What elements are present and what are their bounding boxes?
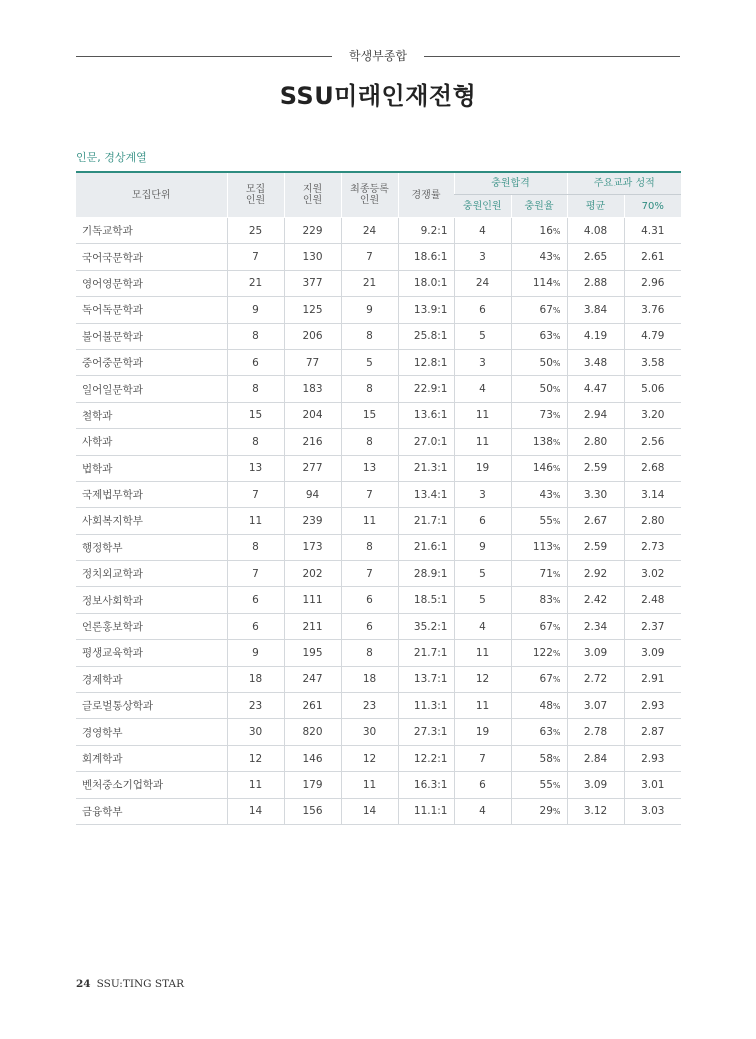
cell-major: 법학과 xyxy=(76,455,227,481)
cell-final: 8 xyxy=(341,640,398,666)
percent-sign: % xyxy=(552,490,561,500)
cell-quota: 30 xyxy=(227,719,284,745)
cell-ratio: 27.0:1 xyxy=(398,429,454,455)
cell-rate xyxy=(511,323,567,349)
fill-rate-value: 83 xyxy=(539,594,553,607)
cell-final: 7 xyxy=(341,561,398,587)
cell-p70: 3.03 xyxy=(624,798,681,824)
fill-rate-value: 16 xyxy=(539,224,553,237)
cell-ratio: 13.4:1 xyxy=(398,481,454,507)
table-row xyxy=(76,349,681,375)
page-number: 24 xyxy=(76,978,91,990)
cell-p70: 3.20 xyxy=(624,402,681,428)
cell-major: 기독교학과 xyxy=(76,218,227,244)
cell-quota: 7 xyxy=(227,481,284,507)
percent-sign: % xyxy=(552,596,561,606)
cell-quota: 6 xyxy=(227,349,284,375)
cell-major: 영어영문학과 xyxy=(76,270,227,296)
cell-major: 글로벌통상학과 xyxy=(76,693,227,719)
cell-ratio: 18.6:1 xyxy=(398,244,454,270)
cell-applicants: 261 xyxy=(284,693,341,719)
cell-p70: 4.31 xyxy=(624,218,681,244)
table-row xyxy=(76,218,681,244)
cell-ratio: 13.9:1 xyxy=(398,297,454,323)
percent-sign: % xyxy=(552,701,561,711)
header-ratio: 경쟁률 xyxy=(398,172,454,218)
cell-major: 일어일문학과 xyxy=(76,376,227,402)
table-row xyxy=(76,429,681,455)
cell-major: 평생교육학과 xyxy=(76,640,227,666)
table-row xyxy=(76,719,681,745)
fill-rate-value: 58 xyxy=(539,752,553,765)
cell-applicants: 77 xyxy=(284,349,341,375)
cell-ratio: 13.7:1 xyxy=(398,666,454,692)
cell-fill: 6 xyxy=(454,297,511,323)
cell-avg: 3.09 xyxy=(567,772,624,798)
cell-applicants: 125 xyxy=(284,297,341,323)
cell-major: 불어불문학과 xyxy=(76,323,227,349)
table-row xyxy=(76,270,681,296)
cell-ratio: 12.8:1 xyxy=(398,349,454,375)
fill-rate-value: 29 xyxy=(539,805,553,818)
cell-applicants: 229 xyxy=(284,218,341,244)
cell-final: 15 xyxy=(341,402,398,428)
cell-quota: 9 xyxy=(227,640,284,666)
cell-final: 9 xyxy=(341,297,398,323)
cell-final: 14 xyxy=(341,798,398,824)
percent-sign: % xyxy=(552,807,561,817)
cell-quota: 8 xyxy=(227,376,284,402)
cell-fill: 11 xyxy=(454,429,511,455)
cell-fill: 6 xyxy=(454,772,511,798)
percent-sign: % xyxy=(552,279,561,289)
cell-fill: 7 xyxy=(454,745,511,771)
cell-rate xyxy=(511,376,567,402)
cell-p70: 2.61 xyxy=(624,244,681,270)
fill-rate-value: 71 xyxy=(539,567,553,580)
percent-sign: % xyxy=(552,332,561,342)
cell-p70: 2.91 xyxy=(624,666,681,692)
percent-sign: % xyxy=(552,437,561,447)
cell-final: 30 xyxy=(341,719,398,745)
header-group-grade: 주요교과 성적 xyxy=(567,172,681,195)
cell-major: 회계학과 xyxy=(76,745,227,771)
cell-avg: 2.84 xyxy=(567,745,624,771)
cell-final: 21 xyxy=(341,270,398,296)
fill-rate-value: 67 xyxy=(539,303,553,316)
cell-major: 벤처중소기업학과 xyxy=(76,772,227,798)
cell-rate xyxy=(511,297,567,323)
cell-fill: 4 xyxy=(454,613,511,639)
cell-rate xyxy=(511,745,567,771)
cell-p70: 2.80 xyxy=(624,508,681,534)
cell-final: 24 xyxy=(341,218,398,244)
cell-quota: 7 xyxy=(227,244,284,270)
cell-fill: 4 xyxy=(454,218,511,244)
percent-sign: % xyxy=(552,675,561,685)
cell-rate xyxy=(511,534,567,560)
table-row xyxy=(76,798,681,824)
cell-major: 금융학부 xyxy=(76,798,227,824)
cell-quota: 8 xyxy=(227,534,284,560)
cell-avg: 4.19 xyxy=(567,323,624,349)
cell-ratio: 12.2:1 xyxy=(398,745,454,771)
cell-applicants: 377 xyxy=(284,270,341,296)
cell-final: 11 xyxy=(341,772,398,798)
table-row xyxy=(76,402,681,428)
category-label: 인문, 경상계열 xyxy=(76,151,147,164)
percent-sign: % xyxy=(552,569,561,579)
cell-ratio: 21.3:1 xyxy=(398,455,454,481)
cell-fill: 5 xyxy=(454,561,511,587)
cell-rate xyxy=(511,798,567,824)
cell-p70: 3.09 xyxy=(624,640,681,666)
cell-avg: 3.12 xyxy=(567,798,624,824)
cell-final: 13 xyxy=(341,455,398,481)
cell-quota: 6 xyxy=(227,587,284,613)
cell-quota: 21 xyxy=(227,270,284,296)
header-fill-count: 충원인원 xyxy=(454,195,511,218)
cell-rate xyxy=(511,772,567,798)
fill-rate-value: 138 xyxy=(532,435,553,448)
cell-applicants: 183 xyxy=(284,376,341,402)
cell-rate xyxy=(511,613,567,639)
cell-avg: 2.65 xyxy=(567,244,624,270)
cell-rate xyxy=(511,640,567,666)
cell-applicants: 202 xyxy=(284,561,341,587)
cell-fill: 3 xyxy=(454,481,511,507)
cell-ratio: 21.6:1 xyxy=(398,534,454,560)
cell-rate xyxy=(511,666,567,692)
table-row xyxy=(76,297,681,323)
cell-fill: 4 xyxy=(454,798,511,824)
cell-applicants: 111 xyxy=(284,587,341,613)
cell-final: 8 xyxy=(341,376,398,402)
table-row xyxy=(76,534,681,560)
cell-rate xyxy=(511,587,567,613)
cell-p70: 5.06 xyxy=(624,376,681,402)
table-row xyxy=(76,587,681,613)
fill-rate-value: 43 xyxy=(539,251,553,264)
header-group-fill: 충원합격 xyxy=(454,172,567,195)
cell-applicants: 216 xyxy=(284,429,341,455)
cell-p70: 2.68 xyxy=(624,455,681,481)
cell-avg: 2.67 xyxy=(567,508,624,534)
cell-p70: 3.01 xyxy=(624,772,681,798)
cell-p70: 2.96 xyxy=(624,270,681,296)
cell-fill: 5 xyxy=(454,587,511,613)
cell-major: 국제법무학과 xyxy=(76,481,227,507)
fill-rate-value: 43 xyxy=(539,488,553,501)
header-quota: 모집 인원 xyxy=(227,172,284,218)
cell-quota: 6 xyxy=(227,613,284,639)
cell-applicants: 247 xyxy=(284,666,341,692)
header-final-enrolled: 최종등록 인원 xyxy=(341,172,398,218)
cell-final: 7 xyxy=(341,481,398,507)
cell-avg: 2.59 xyxy=(567,534,624,560)
percent-sign: % xyxy=(552,754,561,764)
cell-quota: 18 xyxy=(227,666,284,692)
percent-sign: % xyxy=(552,253,561,263)
header-applicants: 지원 인원 xyxy=(284,172,341,218)
cell-avg: 2.88 xyxy=(567,270,624,296)
table-row xyxy=(76,745,681,771)
cell-final: 18 xyxy=(341,666,398,692)
cell-fill: 12 xyxy=(454,666,511,692)
cell-rate xyxy=(511,719,567,745)
cell-major: 언론홍보학과 xyxy=(76,613,227,639)
cell-rate xyxy=(511,244,567,270)
cell-final: 8 xyxy=(341,429,398,455)
cell-quota: 9 xyxy=(227,297,284,323)
table-row xyxy=(76,376,681,402)
cell-applicants: 195 xyxy=(284,640,341,666)
cell-applicants: 820 xyxy=(284,719,341,745)
cell-quota: 23 xyxy=(227,693,284,719)
cell-avg: 2.80 xyxy=(567,429,624,455)
cell-rate xyxy=(511,402,567,428)
cell-p70: 3.76 xyxy=(624,297,681,323)
percent-sign: % xyxy=(552,622,561,632)
cell-applicants: 204 xyxy=(284,402,341,428)
cell-ratio: 11.1:1 xyxy=(398,798,454,824)
fill-rate-value: 50 xyxy=(539,356,553,369)
percent-sign: % xyxy=(552,780,561,790)
cell-quota: 12 xyxy=(227,745,284,771)
percent-sign: % xyxy=(552,358,561,368)
cell-final: 23 xyxy=(341,693,398,719)
fill-rate-value: 63 xyxy=(539,726,553,739)
cell-fill: 11 xyxy=(454,402,511,428)
cell-major: 행정학부 xyxy=(76,534,227,560)
cell-ratio: 9.2:1 xyxy=(398,218,454,244)
cell-quota: 25 xyxy=(227,218,284,244)
cell-applicants: 146 xyxy=(284,745,341,771)
cell-applicants: 239 xyxy=(284,508,341,534)
cell-rate xyxy=(511,455,567,481)
cell-p70: 2.93 xyxy=(624,693,681,719)
cell-major: 정치외교학과 xyxy=(76,561,227,587)
cell-rate xyxy=(511,481,567,507)
cell-applicants: 211 xyxy=(284,613,341,639)
cell-final: 8 xyxy=(341,534,398,560)
cell-avg: 2.78 xyxy=(567,719,624,745)
cell-final: 12 xyxy=(341,745,398,771)
cell-ratio: 21.7:1 xyxy=(398,508,454,534)
cell-applicants: 179 xyxy=(284,772,341,798)
header-avg: 평균 xyxy=(567,195,624,218)
cell-fill: 5 xyxy=(454,323,511,349)
table-row xyxy=(76,613,681,639)
percent-sign: % xyxy=(552,464,561,474)
cell-p70: 4.79 xyxy=(624,323,681,349)
fill-rate-value: 55 xyxy=(539,514,553,527)
cell-major: 경제학과 xyxy=(76,666,227,692)
table-row xyxy=(76,481,681,507)
cell-avg: 2.94 xyxy=(567,402,624,428)
cell-applicants: 156 xyxy=(284,798,341,824)
cell-avg: 2.72 xyxy=(567,666,624,692)
cell-p70: 3.02 xyxy=(624,561,681,587)
cell-p70: 3.14 xyxy=(624,481,681,507)
section-label-header: 학생부종합 xyxy=(349,49,407,63)
cell-quota: 8 xyxy=(227,323,284,349)
cell-p70: 2.56 xyxy=(624,429,681,455)
cell-avg: 2.34 xyxy=(567,613,624,639)
cell-major: 독어독문학과 xyxy=(76,297,227,323)
cell-fill: 9 xyxy=(454,534,511,560)
cell-final: 6 xyxy=(341,587,398,613)
cell-applicants: 277 xyxy=(284,455,341,481)
cell-ratio: 18.0:1 xyxy=(398,270,454,296)
table-row xyxy=(76,323,681,349)
cell-quota: 11 xyxy=(227,772,284,798)
cell-quota: 7 xyxy=(227,561,284,587)
cell-p70: 2.93 xyxy=(624,745,681,771)
table-row xyxy=(76,455,681,481)
cell-ratio: 22.9:1 xyxy=(398,376,454,402)
cell-fill: 19 xyxy=(454,455,511,481)
fill-rate-value: 55 xyxy=(539,778,553,791)
fill-rate-value: 50 xyxy=(539,383,553,396)
fill-rate-value: 67 xyxy=(539,620,553,633)
cell-rate xyxy=(511,693,567,719)
header-major: 모집단위 xyxy=(76,172,227,218)
cell-ratio: 13.6:1 xyxy=(398,402,454,428)
header-rule-right xyxy=(424,56,680,57)
cell-quota: 8 xyxy=(227,429,284,455)
cell-avg: 4.08 xyxy=(567,218,624,244)
cell-rate xyxy=(511,270,567,296)
cell-avg: 3.30 xyxy=(567,481,624,507)
fill-rate-value: 113 xyxy=(532,541,553,554)
percent-sign: % xyxy=(552,648,561,658)
cell-avg: 2.59 xyxy=(567,455,624,481)
cell-p70: 2.87 xyxy=(624,719,681,745)
cell-fill: 6 xyxy=(454,508,511,534)
cell-applicants: 173 xyxy=(284,534,341,560)
cell-quota: 13 xyxy=(227,455,284,481)
cell-avg: 2.92 xyxy=(567,561,624,587)
percent-sign: % xyxy=(552,728,561,738)
cell-major: 중어중문학과 xyxy=(76,349,227,375)
percent-sign: % xyxy=(552,543,561,553)
table-row xyxy=(76,666,681,692)
cell-rate xyxy=(511,508,567,534)
cell-fill: 3 xyxy=(454,349,511,375)
cell-final: 8 xyxy=(341,323,398,349)
cell-fill: 4 xyxy=(454,376,511,402)
cell-ratio: 11.3:1 xyxy=(398,693,454,719)
cell-final: 5 xyxy=(341,349,398,375)
cell-p70: 3.58 xyxy=(624,349,681,375)
publication-name: SSU:TING STAR xyxy=(96,978,185,990)
cell-avg: 3.48 xyxy=(567,349,624,375)
cell-major: 철학과 xyxy=(76,402,227,428)
cell-major: 사회복지학부 xyxy=(76,508,227,534)
cell-quota: 15 xyxy=(227,402,284,428)
cell-rate xyxy=(511,429,567,455)
fill-rate-value: 114 xyxy=(532,277,553,290)
header-70pct: 70% xyxy=(624,195,681,218)
cell-fill: 3 xyxy=(454,244,511,270)
table-row xyxy=(76,561,681,587)
fill-rate-value: 122 xyxy=(532,646,553,659)
cell-major: 사학과 xyxy=(76,429,227,455)
footer xyxy=(76,978,184,990)
table-body xyxy=(76,218,681,825)
fill-rate-value: 146 xyxy=(532,462,553,475)
cell-ratio: 28.9:1 xyxy=(398,561,454,587)
cell-applicants: 206 xyxy=(284,323,341,349)
cell-ratio: 35.2:1 xyxy=(398,613,454,639)
cell-rate xyxy=(511,349,567,375)
percent-sign: % xyxy=(552,385,561,395)
fill-rate-value: 67 xyxy=(539,673,553,686)
cell-ratio: 16.3:1 xyxy=(398,772,454,798)
cell-p70: 2.37 xyxy=(624,613,681,639)
table-row xyxy=(76,640,681,666)
cell-final: 11 xyxy=(341,508,398,534)
cell-fill: 11 xyxy=(454,693,511,719)
table-row xyxy=(76,244,681,270)
percent-sign: % xyxy=(552,226,561,236)
table-row xyxy=(76,772,681,798)
cell-ratio: 27.3:1 xyxy=(398,719,454,745)
cell-major: 경영학부 xyxy=(76,719,227,745)
cell-ratio: 25.8:1 xyxy=(398,323,454,349)
percent-sign: % xyxy=(552,305,561,315)
cell-ratio: 18.5:1 xyxy=(398,587,454,613)
header-fill-rate: 충원율 xyxy=(511,195,567,218)
cell-avg: 3.84 xyxy=(567,297,624,323)
percent-sign: % xyxy=(552,411,561,421)
cell-p70: 2.73 xyxy=(624,534,681,560)
header-rule-left xyxy=(76,56,332,57)
page-title: SSU미래인재전형 xyxy=(279,82,477,110)
cell-final: 6 xyxy=(341,613,398,639)
cell-quota: 14 xyxy=(227,798,284,824)
cell-fill: 24 xyxy=(454,270,511,296)
table-row xyxy=(76,693,681,719)
cell-fill: 19 xyxy=(454,719,511,745)
cell-major: 정보사회학과 xyxy=(76,587,227,613)
cell-p70: 2.48 xyxy=(624,587,681,613)
table-row xyxy=(76,508,681,534)
cell-final: 7 xyxy=(341,244,398,270)
cell-rate xyxy=(511,561,567,587)
cell-fill: 11 xyxy=(454,640,511,666)
admission-results-table xyxy=(76,171,681,825)
cell-major: 국어국문학과 xyxy=(76,244,227,270)
cell-avg: 3.07 xyxy=(567,693,624,719)
cell-ratio: 21.7:1 xyxy=(398,640,454,666)
fill-rate-value: 73 xyxy=(539,409,553,422)
percent-sign: % xyxy=(552,516,561,526)
cell-avg: 3.09 xyxy=(567,640,624,666)
cell-rate xyxy=(511,218,567,244)
fill-rate-value: 63 xyxy=(539,330,553,343)
cell-avg: 2.42 xyxy=(567,587,624,613)
cell-applicants: 94 xyxy=(284,481,341,507)
cell-applicants: 130 xyxy=(284,244,341,270)
cell-avg: 4.47 xyxy=(567,376,624,402)
fill-rate-value: 48 xyxy=(539,699,553,712)
cell-quota: 11 xyxy=(227,508,284,534)
